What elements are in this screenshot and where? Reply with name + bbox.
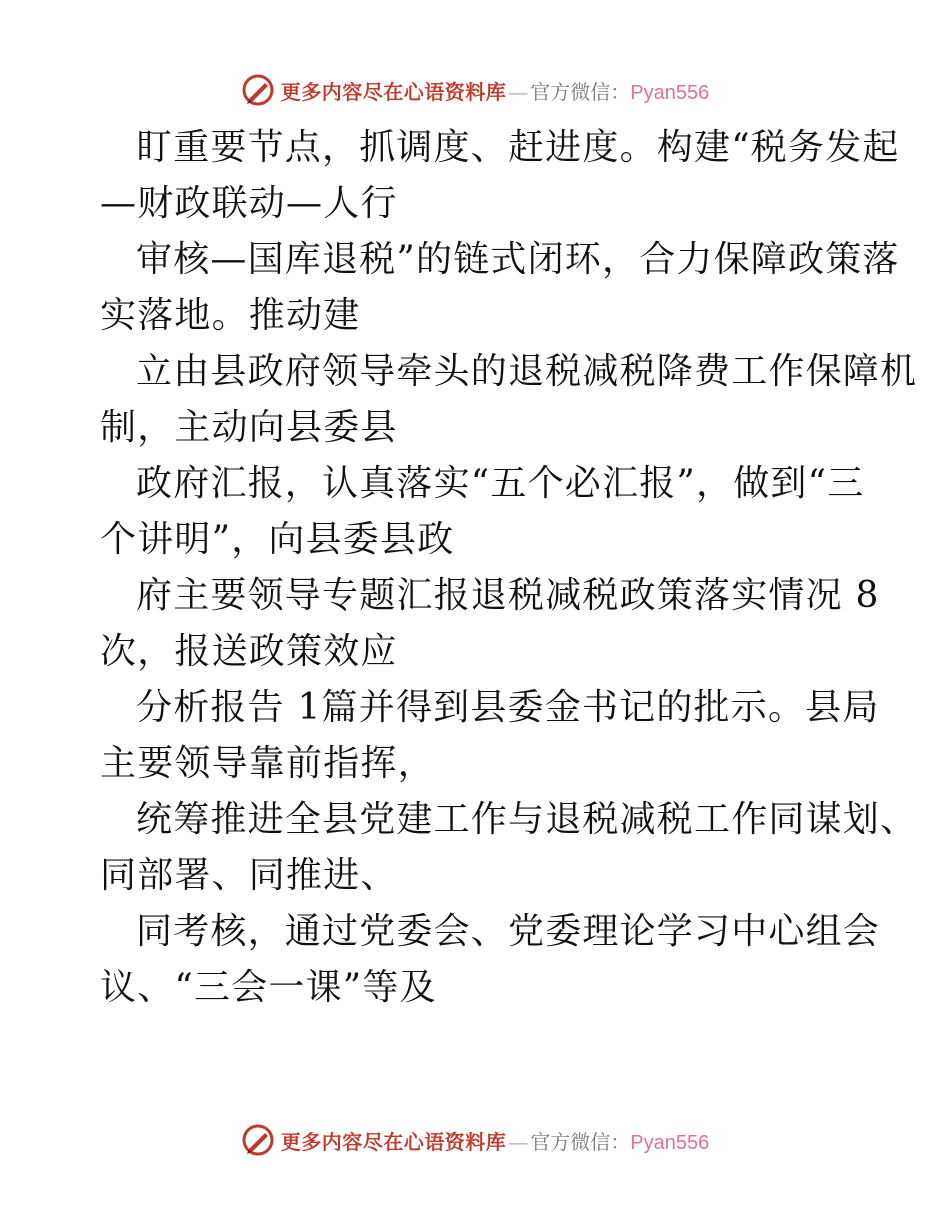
paragraph-line: 实落地。推动建: [100, 295, 361, 336]
paragraph-line: 盯重要节点，抓调度、赶进度。构建“税务发起: [136, 127, 900, 168]
footer-banner: [0, 1122, 950, 1158]
banner-dash: —: [508, 79, 529, 104]
paragraph-line: 制，主动向县委县: [100, 407, 398, 448]
paragraph-line: 个讲明”，向县委县政: [100, 519, 455, 560]
banner-sub-text: 官方微信：: [530, 79, 631, 104]
paragraph-line: 次，报送政策效应: [100, 631, 398, 672]
paragraph-line: 立由县政府领导牵头的退税减税降费工作保障机: [136, 351, 918, 392]
banner-text: [281, 1126, 709, 1155]
pen-logo-icon: [241, 73, 275, 107]
paragraph: [100, 232, 900, 344]
paragraph-line: 主要领导靠前指挥，: [100, 743, 435, 784]
header-banner: [0, 72, 950, 108]
paragraph: [100, 904, 881, 1016]
paragraph-line: 审核—国库退税”的链式闭环，合力保障政策落: [136, 239, 900, 280]
banner-text: [281, 76, 709, 105]
paragraph: [100, 344, 918, 456]
banner-main-text: 更多内容尽在心语资料库: [280, 79, 507, 104]
paragraph-line: 议、“三会一课”等及: [100, 967, 437, 1008]
paragraph-line: —财政联动—人行: [100, 183, 398, 224]
pen-logo-icon: [241, 1123, 275, 1157]
banner-sub-text: 官方微信：: [530, 1129, 631, 1154]
paragraph: [100, 792, 918, 904]
banner-wechat-id: Pyan556: [630, 1131, 710, 1154]
paragraph-line: 同部署、同推进、: [100, 855, 398, 896]
paragraph-line: 府主要领导专题汇报退税减税政策落实情况 8: [136, 575, 880, 616]
banner-dash: —: [508, 1129, 529, 1154]
paragraph: [100, 680, 880, 792]
paragraph-line: 同考核，通过党委会、党委理论学习中心组会: [136, 911, 881, 952]
paragraph: [100, 456, 865, 568]
banner-main-text: 更多内容尽在心语资料库: [280, 1129, 507, 1154]
paragraph: [100, 120, 900, 232]
paragraph-line: 分析报告 1篇并得到县委金书记的批示。县局: [136, 687, 880, 728]
paragraph: [100, 568, 880, 680]
paragraph-line: 政府汇报，认真落实“五个必汇报”，做到“三: [136, 463, 865, 504]
banner-wechat-id: Pyan556: [630, 81, 710, 104]
paragraph-line: 统筹推进全县党建工作与退税减税工作同谋划、: [136, 799, 918, 840]
document-body: [100, 120, 918, 1016]
